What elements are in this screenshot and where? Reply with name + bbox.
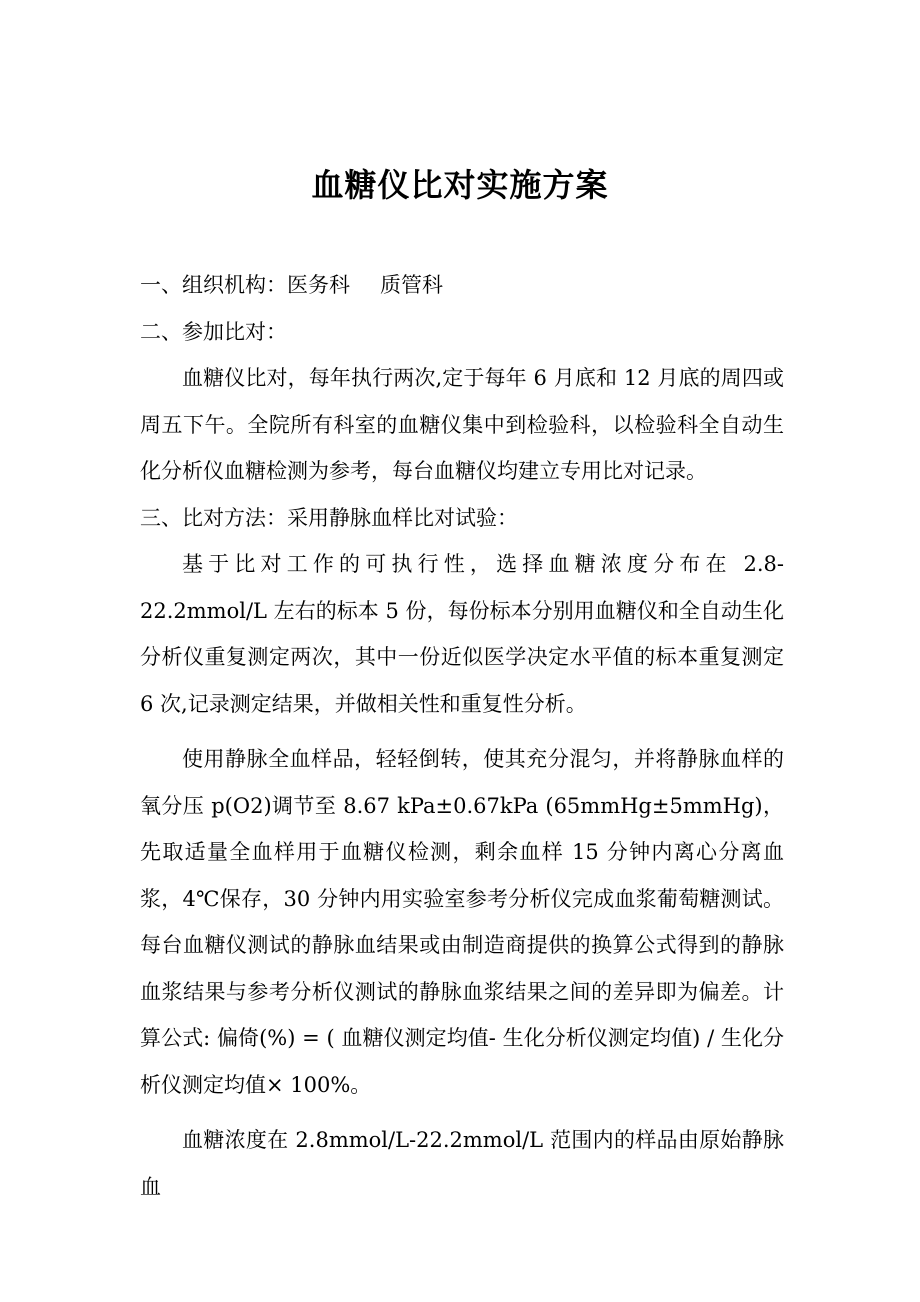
section-organization: [140, 262, 784, 309]
section-method-paragraph-1: 基于比对工作的可执行性，选择血糖浓度分布在 2.8-22.2mmol/L 左右的标本 5 份，每份标本分别用血糖仪和全自动生化分析仪重复测定两次，其中一份近似医学决定水平值的标本重复测定 6 次,记录测定结果，并做相关性和重复性分析。: [140, 552, 784, 716]
document-title: 血糖仪比对实施方案: [311, 166, 609, 204]
document-body: [140, 262, 784, 1210]
section-organization-label: 一、组织机构：: [140, 273, 287, 297]
section-method-paragraph-3: 血糖浓度在 2.8mmol/L-22.2mmol/L 范围内的样品由原始静脉血: [140, 1128, 784, 1199]
section-method-paragraph-2: 使用静脉全血样品，轻轻倒转，使其充分混匀，并将静脉血样的氧分压 p(O2)调节至 8.67 kPa±0.67kPa (65mmHg±5mmHg)，先取适量全血样用于血糖仪检测，剩余血样 15 分钟内离心分离血浆，4℃保存，30 分钟内用实验室参考分析仪完成血浆葡萄糖测试。每台血糖仪测试的静脉血结果或由制造商提供的换算公式得到的静脉血浆结果与参考分析仪测试的静脉血浆结果之间的差异即为偏差。计算公式: 偏倚(%) = ( 血糖仪测定均值- 生化分析仪测定均值) / 生化分析仪测定均值× 100%。: [140, 747, 784, 1097]
section-participation-paragraph: 血糖仪比对，每年执行两次,定于每年 6 月底和 12 月底的周四或周五下午。全院所有科室的血糖仪集中到检验科，以检验科全自动生化分析仪血糖检测为参考，每台血糖仪均建立专用比对记录。: [140, 366, 784, 483]
org-medical-affairs: 医务科: [287, 273, 350, 297]
org-quality-management: 质管科: [380, 273, 443, 297]
section-method-heading: 三、比对方法：采用静脉血样比对试验：: [140, 505, 518, 530]
section-participation-heading: 二、参加比对：: [140, 319, 287, 344]
